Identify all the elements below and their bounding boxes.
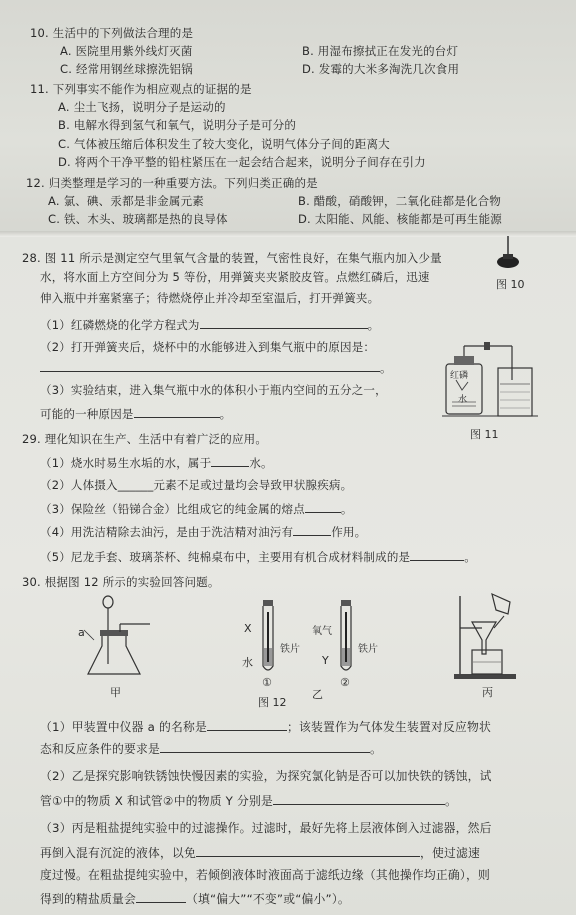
- q10-option-b: B. 用湿布擦拭正在发光的台灯: [302, 44, 459, 58]
- q11-option-c: C. 气体被压缩后体积发生了较大变化，说明气体分子间的距离大: [58, 137, 390, 151]
- q29-blank-4[interactable]: [293, 524, 331, 536]
- q29-blank-1[interactable]: [211, 455, 249, 467]
- q29-part-3-text: （3）保险丝（铅锑合金）比组成它的纯金属的熔点: [40, 502, 305, 516]
- fig12-caption-yi: 乙: [312, 688, 323, 701]
- fig12-label-x: X: [244, 622, 252, 635]
- q30-part-2b-text: 管①中的物质 X 和试管②中的物质 Y 分别是: [40, 794, 273, 808]
- q10-option-a: A. 医院里用紫外线灯灭菌: [60, 44, 193, 58]
- q28-blank-2-row: 。: [40, 360, 392, 375]
- q30-stem: 30. 根据图 12 所示的实验回答问题。: [22, 575, 220, 589]
- q29-blank-3[interactable]: [305, 501, 341, 513]
- q28-blank-3[interactable]: [134, 406, 220, 418]
- fig12-caption-jia: 甲: [110, 686, 121, 699]
- q28-part-2: （2）打开弹簧夹后，烧杯中的水能够进入到集气瓶中的原因是：: [40, 340, 376, 354]
- q30-part-3f-text: （填“偏大”“不变”或“偏小”）。: [185, 892, 350, 906]
- q29-part-1: [40, 455, 273, 470]
- q12-option-b: B. 醋酸，硝酸钾，二氧化硅都是化合物: [298, 194, 501, 208]
- alcohol-lamp-figure: [488, 236, 528, 272]
- q30-part-3b: [40, 845, 480, 860]
- q29-part-2: （2）人体摄入______元素不足或过量均会导致甲状腺疾病。: [40, 478, 353, 492]
- fig12-caption: 图 12: [258, 696, 287, 709]
- q28-part-1: （1）红磷燃烧的化学方程式为 。: [40, 318, 380, 332]
- fig12-label-a: a: [78, 626, 85, 639]
- q10-option-c: C. 经常用钢丝球擦洗铝锅: [60, 62, 193, 76]
- q12-option-d: D. 太阳能、风能、核能都是可再生能源: [298, 212, 502, 226]
- q12-option-c: C. 铁、木头、玻璃都是热的良导体: [48, 212, 228, 226]
- fig12-tube-number-2: ②: [340, 676, 350, 689]
- q30-blank-5[interactable]: [136, 891, 186, 903]
- q30-part-1c-text: 态和反应条件的要求是: [40, 742, 160, 756]
- fig12-label-oxygen: 氧气: [312, 626, 332, 637]
- q29-part-5: （5）尼龙手套、玻璃茶杯、纯棉桌布中，主要用有机合成材料制成的是 。: [40, 550, 476, 564]
- q30-part-1c: 态和反应条件的要求是 。: [40, 742, 382, 756]
- q30-part-3b-text: 再倒入混有沉淀的液体，以免: [40, 846, 196, 860]
- fig12-label-iron-2: 铁片: [358, 644, 378, 655]
- gas-generator-apparatus: [80, 594, 156, 684]
- q28-line-1: 28. 图 11 所示是测定空气里氧气含量的装置，气密性良好，在集气瓶内加入少量: [22, 251, 442, 265]
- q30-part-3e-text: 得到的精盐质量会: [40, 892, 136, 906]
- fig12-tube-number-1: ①: [262, 676, 272, 689]
- fig10-caption: 图 10: [496, 278, 525, 291]
- fig12-label-iron-1: 铁片: [280, 644, 300, 655]
- q29-part-1-tail: 水。: [249, 456, 273, 470]
- q10-option-d: D. 发霉的大米多淘洗几次食用: [302, 62, 460, 76]
- q30-blank-3[interactable]: [273, 793, 445, 805]
- q29-part-4-text: （4）用洗洁精除去油污，是由于洗洁精对油污有: [40, 525, 294, 539]
- q29-part-5-text: （5）尼龙手套、玻璃茶杯、纯棉桌布中，主要用有机合成材料制成的是: [40, 550, 411, 564]
- q29-stem: 29. 理化知识在生产、生活中有着广泛的应用。: [22, 432, 268, 446]
- test-tube-2: [334, 600, 358, 680]
- q30-part-3a: （3）丙是粗盐提纯实验中的过滤操作。过滤时，最好先将上层液体倒入过滤器，然后: [40, 821, 492, 835]
- q30-part-3e: [40, 891, 350, 906]
- q29-part-4-tail: 作用。: [331, 525, 367, 539]
- q30-blank-4[interactable]: [196, 845, 420, 857]
- q28-line-2: 水，将水面上方空间分为 5 等份，用弹簧夹夹紧胶皮管。点燃红磷后，迅速: [40, 270, 430, 284]
- oxygen-measurement-apparatus: [440, 340, 540, 422]
- fig12-caption-bing: 丙: [482, 686, 493, 699]
- q11-option-b: B. 电解水得到氢气和氧气，说明分子是可分的: [58, 118, 297, 132]
- fig12-label-water: 水: [242, 656, 253, 669]
- q30-part-1-text: （1）甲装置中仪器 a 的名称是: [40, 720, 207, 734]
- q28-part-3: （3）实验结束，进入集气瓶中水的体积小于瓶内空间的五分之一，: [40, 383, 387, 397]
- test-tube-1: [256, 600, 280, 680]
- q28-blank-1[interactable]: [200, 317, 368, 329]
- q29-part-4: [40, 524, 366, 539]
- q28-part-3b-text: 可能的一种原因是: [40, 407, 134, 421]
- fig11-caption: 图 11: [470, 428, 499, 441]
- q30-part-2a: （2）乙是探究影响铁锈蚀快慢因素的实验，为探究氯化钠是否可以加快铁的锈蚀，试: [40, 769, 492, 783]
- fig11-label-water: 水: [458, 395, 468, 405]
- fig11-label-red-phosphorus: 红磷: [450, 371, 469, 381]
- q12-option-a: A. 氯、碘、汞都是非金属元素: [48, 194, 204, 208]
- filtration-apparatus: [452, 592, 522, 682]
- q29-blank-5[interactable]: [410, 549, 464, 561]
- q30-part-3d: 度过慢。在粗盐提纯实验中，若倾倒液体时液面高于滤纸边缘（其他操作均正确），则: [40, 868, 490, 882]
- q12-stem: 12. 归类整理是学习的一种重要方法。下列归类正确的是: [26, 176, 318, 190]
- q30-part-2b: 管①中的物质 X 和试管②中的物质 Y 分别是 。: [40, 794, 457, 808]
- q10-stem: 10. 生活中的下列做法合理的是: [30, 26, 194, 40]
- q30-blank-1[interactable]: [207, 719, 287, 731]
- q11-stem: 11. 下列事实不能作为相应观点的证据的是: [30, 82, 252, 96]
- q30-part-3c-text: ，使过滤速: [419, 846, 480, 860]
- fig12-label-y: Y: [322, 654, 329, 667]
- q11-option-a: A. 尘土飞扬，说明分子是运动的: [58, 100, 226, 114]
- q30-blank-2[interactable]: [160, 741, 370, 753]
- q29-part-1-text: （1）烧水时易生水垢的水，属于: [40, 456, 212, 470]
- q28-part-3b: 可能的一种原因是 。: [40, 407, 232, 421]
- q30-part-1: [40, 719, 491, 734]
- q30-part-1-tail: ；该装置作为气体发生装置对反应物状: [287, 720, 491, 734]
- q28-line-3: 伸入瓶中并塞紧塞子；待燃烧停止并冷却至室温后，打开弹簧夹。: [40, 291, 380, 305]
- q11-option-d: D. 将两个干净平整的铅柱紧压在一起会结合起来，说明分子间存在引力: [58, 155, 426, 169]
- q28-part-1-text: （1）红磷燃烧的化学方程式为: [40, 318, 200, 332]
- q28-blank-2[interactable]: [40, 360, 380, 372]
- q29-part-3: （3）保险丝（铅锑合金）比组成它的纯金属的熔点 。: [40, 502, 353, 516]
